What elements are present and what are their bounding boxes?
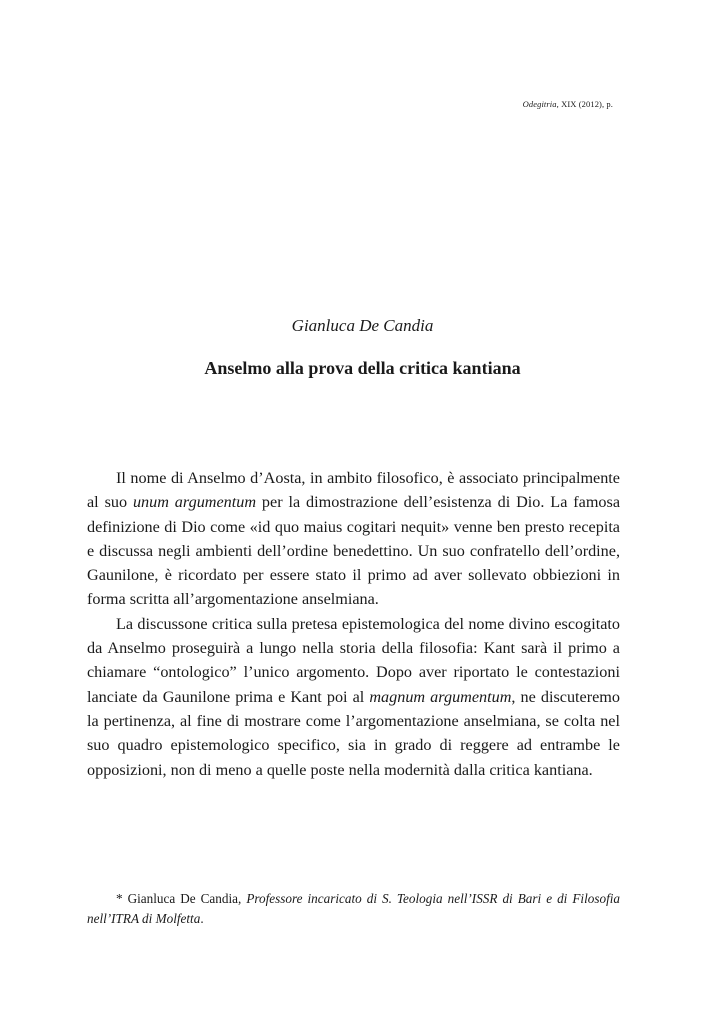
text-run: per la dimostrazione dell’esistenza di Dio. La famosa definizione di Dio come «id quo maius cogitari nequit» venne ben presto recepita e discussa negli ambienti dell’ordine benedettino. Un suo confratello dell’ordine, Gaunilone, è ricordato per essere stato il primo ad aver sollevato obbiezioni in forma scritta all’argomentazione anselmiana. [87,493,621,609]
paragraph-2 [87,612,620,782]
text-run: Il nome di Anselmo d’Aosta, in ambito filosofico, è associato principalmente al suo [87,469,620,512]
abstract-body [87,466,620,782]
italic-term: unum argumentum [132,493,257,512]
journal-issue: , XIX (2012), p. [556,99,613,109]
article-title: Anselmo alla prova della critica kantiana [204,358,521,378]
text-run: , ne discuteremo la pertinenza, al fine di mostrare come l’argomentazione anselmiana, se colta nel suo quadro epistemologico specifico, sia in grado di reggere ad entrambe le opposizioni, non di meno a quelle poste nella modernità dalla critica kantiana. [87,687,620,779]
paragraph-1 [87,466,620,612]
footnote-affiliation: Professore incaricato di S. Teologia nell’ISSR di Bari e di Filosofia nell’ITRA di Molfetta [87,891,620,926]
footnote-prefix: * Gianluca De Candia, [116,891,247,906]
footnote-text [87,889,620,929]
author-footnote [87,889,620,929]
journal-name: Odegitria [522,99,557,109]
running-head [523,99,613,109]
text-run: La discussone critica sulla pretesa epistemologica del nome divino escogitato da Anselmo proseguirà a lungo nella storia della filosofia: Kant sarà il primo a chiamare “ontologico” l’unico argomento. Dopo aver riportato le contestazioni lanciate da Gaunilone prima e Kant poi al [87,614,620,706]
italic-term: magnum argumentum [369,687,512,706]
footnote-suffix: . [200,911,204,926]
article-author: Gianluca De Candia [291,316,434,335]
